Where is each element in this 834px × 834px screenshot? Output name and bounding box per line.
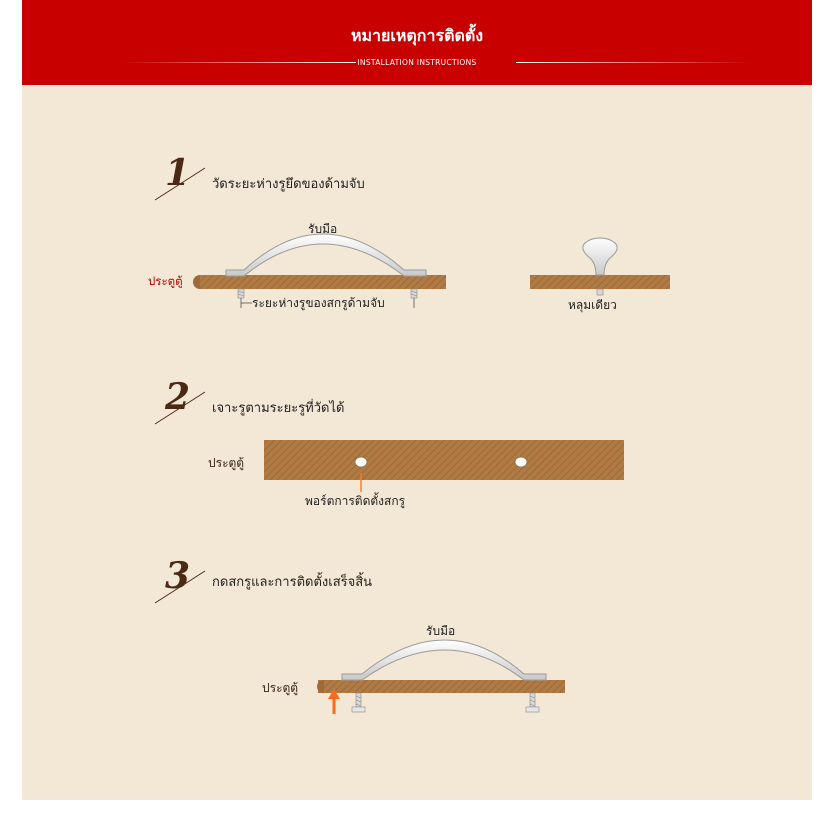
arched-handle-1 bbox=[226, 234, 426, 276]
screw-hole-right bbox=[515, 457, 527, 467]
step-2-drill-diagram bbox=[264, 440, 624, 492]
arched-handle-3 bbox=[342, 640, 546, 680]
header-subtitle: INSTALLATION INSTRUCTIONS bbox=[357, 58, 477, 67]
step-1-text: วัดระยะห่างรูยึดของด้ามจับ bbox=[212, 177, 365, 192]
step-2-text: เจาะรูตามระยะรูที่วัดได้ bbox=[212, 401, 345, 416]
step-1-knob-diagram bbox=[530, 238, 670, 295]
step-2-number: 2 bbox=[165, 376, 191, 418]
step-1-handle-label: รับมือ bbox=[308, 222, 338, 236]
step-3-handle-label: รับมือ bbox=[426, 624, 456, 638]
step-2-screw-port-label: พอร์ตการติดตั้งสกรู bbox=[305, 494, 406, 508]
step-1-distance-label: ระยะห่างรูของสกรูด้ามจับ bbox=[252, 296, 385, 310]
door-board-2 bbox=[264, 440, 624, 480]
knob-screw bbox=[597, 289, 603, 295]
step-3-install-diagram bbox=[317, 640, 565, 714]
screw-hole-left bbox=[355, 457, 367, 467]
step-1-number: 1 bbox=[165, 152, 191, 194]
door-board-3 bbox=[318, 680, 565, 693]
step-1-door-label: ประตูตู้ bbox=[148, 274, 183, 288]
knob bbox=[583, 238, 617, 275]
door-board-knob bbox=[530, 275, 670, 289]
step-3-text: กดสกรูและการติดตั้งเสร็จสิ้น bbox=[212, 575, 373, 590]
header-title: หมายเหตุการติดตั้ง bbox=[350, 26, 484, 45]
step-3-door-label: ประตูตู้ bbox=[262, 681, 299, 695]
step-1-single-hole-label: หลุมเดียว bbox=[568, 298, 617, 312]
screw-left-1 bbox=[238, 289, 244, 298]
door-board-1 bbox=[200, 275, 446, 289]
step-2-door-label: ประตูตู้ bbox=[208, 456, 245, 470]
screw-right-1 bbox=[411, 289, 417, 298]
step-3-number: 3 bbox=[165, 555, 191, 597]
